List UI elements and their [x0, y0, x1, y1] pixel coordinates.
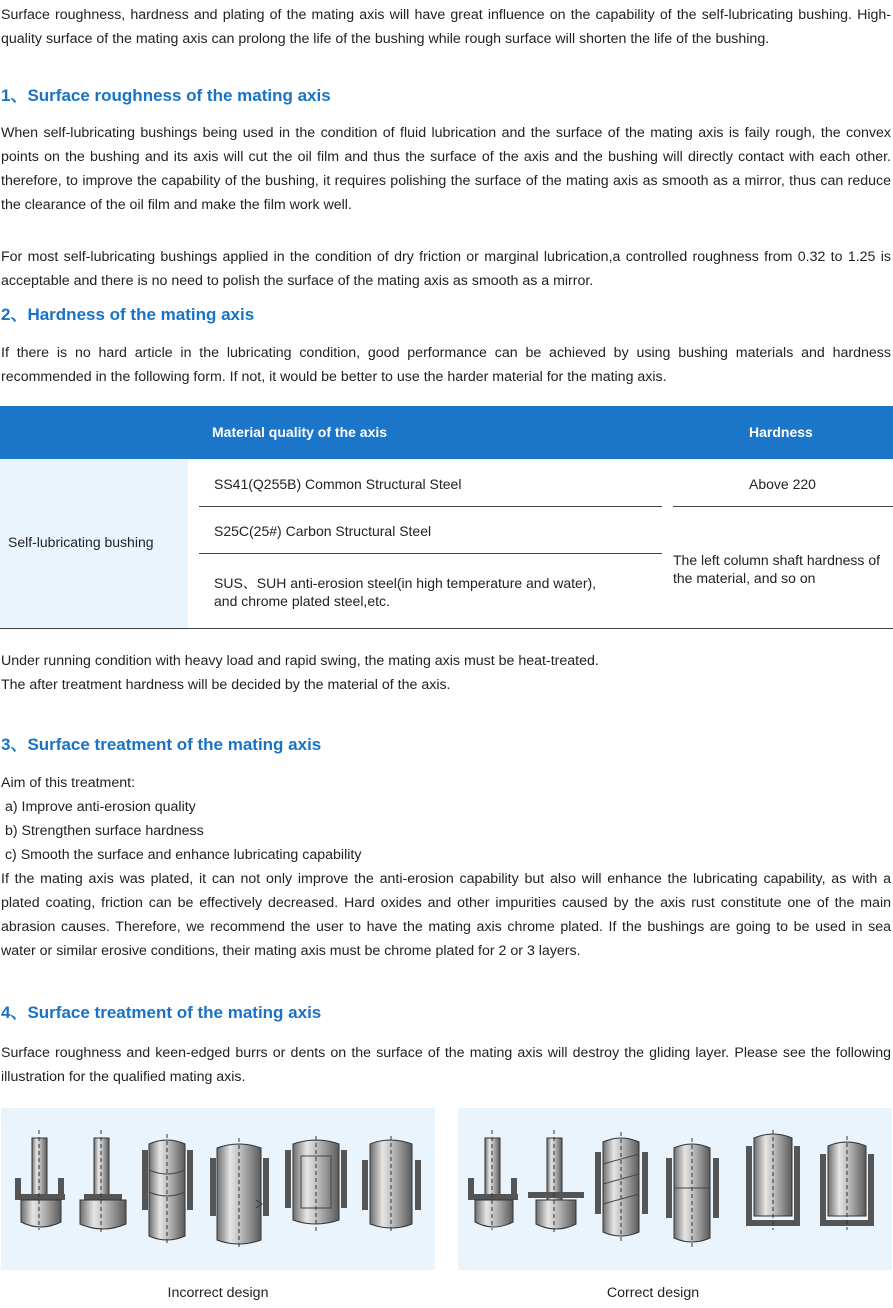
- aim-item-b: b) Strengthen surface hardness: [1, 823, 204, 839]
- hardness-table: [0, 406, 893, 630]
- hardness-note: The after treatment hardness will be decided by the material of the axis.: [1, 677, 451, 693]
- incorrect-shaft-6: [362, 1136, 421, 1234]
- incorrect-design-drawing: [1, 1108, 435, 1270]
- material-1: SS41(Q255B) Common Structural Steel: [214, 476, 462, 492]
- incorrect-shaft-2: [80, 1130, 126, 1234]
- section1-paragraph-2: For most self-lubricating bushings applied in the condition of dry friction or marginal lubrication,a controlled roughness from 0.32 to 1.25 is acceptable and there is no need to polish the surface of the mating axis as smooth as a mirror.: [1, 249, 891, 289]
- incorrect-shaft-5: [285, 1136, 347, 1232]
- aim-item-c: c) Smooth the surface and enhance lubricating capability: [1, 847, 362, 863]
- hardness-1: Above 220: [749, 476, 816, 492]
- correct-shaft-4: [666, 1138, 719, 1248]
- correct-shaft-3: [595, 1132, 648, 1244]
- section3-paragraph: If the mating axis was plated, it can not only improve the anti-erosion capability but also will enhance the lubricating capability, as with a plated coating, friction can be effectively decreased. Hard oxides and other impurities caused by the axis rust constitute one of the main abrasion causes. Therefore, we recommend the user to have the mating axis chrome plated. If the bushings are going to be used in sea water or similar erosive conditions, their mating axis must be chrome plated for 2 or 3 layers.: [1, 871, 891, 959]
- correct-shaft-5: [746, 1130, 800, 1230]
- table-bottom-border: [0, 628, 893, 629]
- incorrect-shaft-4: [210, 1138, 269, 1248]
- col-hardness-header: Hardness: [749, 424, 813, 440]
- row-label-cell: [0, 459, 188, 630]
- material-2: S25C(25#) Carbon Structural Steel: [214, 523, 432, 539]
- correct-design-caption: Correct design: [606, 1285, 700, 1301]
- aim-item-a: a) Improve anti-erosion quality: [1, 799, 196, 815]
- incorrect-shaft-3: [142, 1134, 193, 1246]
- section1-paragraph-1: When self-lubricating bushings being used in the condition of fluid lubrication and the surface of the mating axis is faily rough, the convex points on the bushing and its axis will cut the oil film and thus the surface of the axis and the bushing will directly contact with each other. therefore, to improve the capability of the bushing, it requires polishing the surface of the mating axis as smooth as a mirror, thus can reduce the clearance of the oil film and make the film work well.: [1, 125, 891, 213]
- row-divider-2: [199, 553, 662, 554]
- row-divider-1: [199, 506, 662, 507]
- hardness-2-line-1: The left column shaft hardness of: [673, 552, 880, 568]
- section4-heading: 4、Surface treatment of the mating axis: [1, 1003, 322, 1022]
- material-3-line-1: SUS、SUH anti-erosion steel(in high temperature and water),: [214, 575, 597, 591]
- intro-paragraph: Surface roughness, hardness and plating of the mating axis will have great influence on the capability of the self-lubricating bushing. High-quality surface of the mating axis can prolong the life of the bushing while rough surface will shorten the life of the bushing.: [1, 7, 891, 47]
- material-3-line-2: and chrome plated steel,etc.: [214, 593, 390, 609]
- section1-heading: 1、Surface roughness of the mating axis: [1, 86, 331, 105]
- section3-heading: 3、Surface treatment of the mating axis: [1, 735, 322, 754]
- incorrect-design-illustration: [1, 1108, 435, 1270]
- heat-treatment-note: Under running condition with heavy load and rapid swing, the mating axis must be heat-treated.: [1, 653, 599, 669]
- col-material-header: Material quality of the axis: [212, 424, 388, 440]
- section2-heading: 2、Hardness of the mating axis: [1, 305, 255, 324]
- section4-paragraph: Surface roughness and keen-edged burrs or dents on the surface of the mating axis will destroy the gliding layer. Please see the following illustration for the qualified mating axis.: [1, 1045, 891, 1085]
- hardness-2-line-2: the material, and so on: [673, 570, 816, 586]
- correct-shaft-1: [468, 1130, 518, 1230]
- incorrect-shaft-1: [15, 1130, 65, 1230]
- correct-design-drawing: [458, 1108, 892, 1270]
- correct-shaft-6: [820, 1136, 874, 1230]
- table-header-row: [0, 406, 893, 459]
- aim-label: Aim of this treatment:: [1, 775, 136, 791]
- row-label: Self-lubricating bushing: [8, 534, 154, 550]
- correct-design-illustration: [458, 1108, 892, 1270]
- correct-shaft-2: [528, 1130, 584, 1234]
- incorrect-design-caption: Incorrect design: [167, 1285, 269, 1301]
- row-divider-1b: [673, 506, 893, 507]
- section2-paragraph: If there is no hard article in the lubricating condition, good performance can be achieved by using bushing materials and hardness recommended in the following form. If not, it would be better to use the harder material for the mating axis.: [1, 345, 891, 385]
